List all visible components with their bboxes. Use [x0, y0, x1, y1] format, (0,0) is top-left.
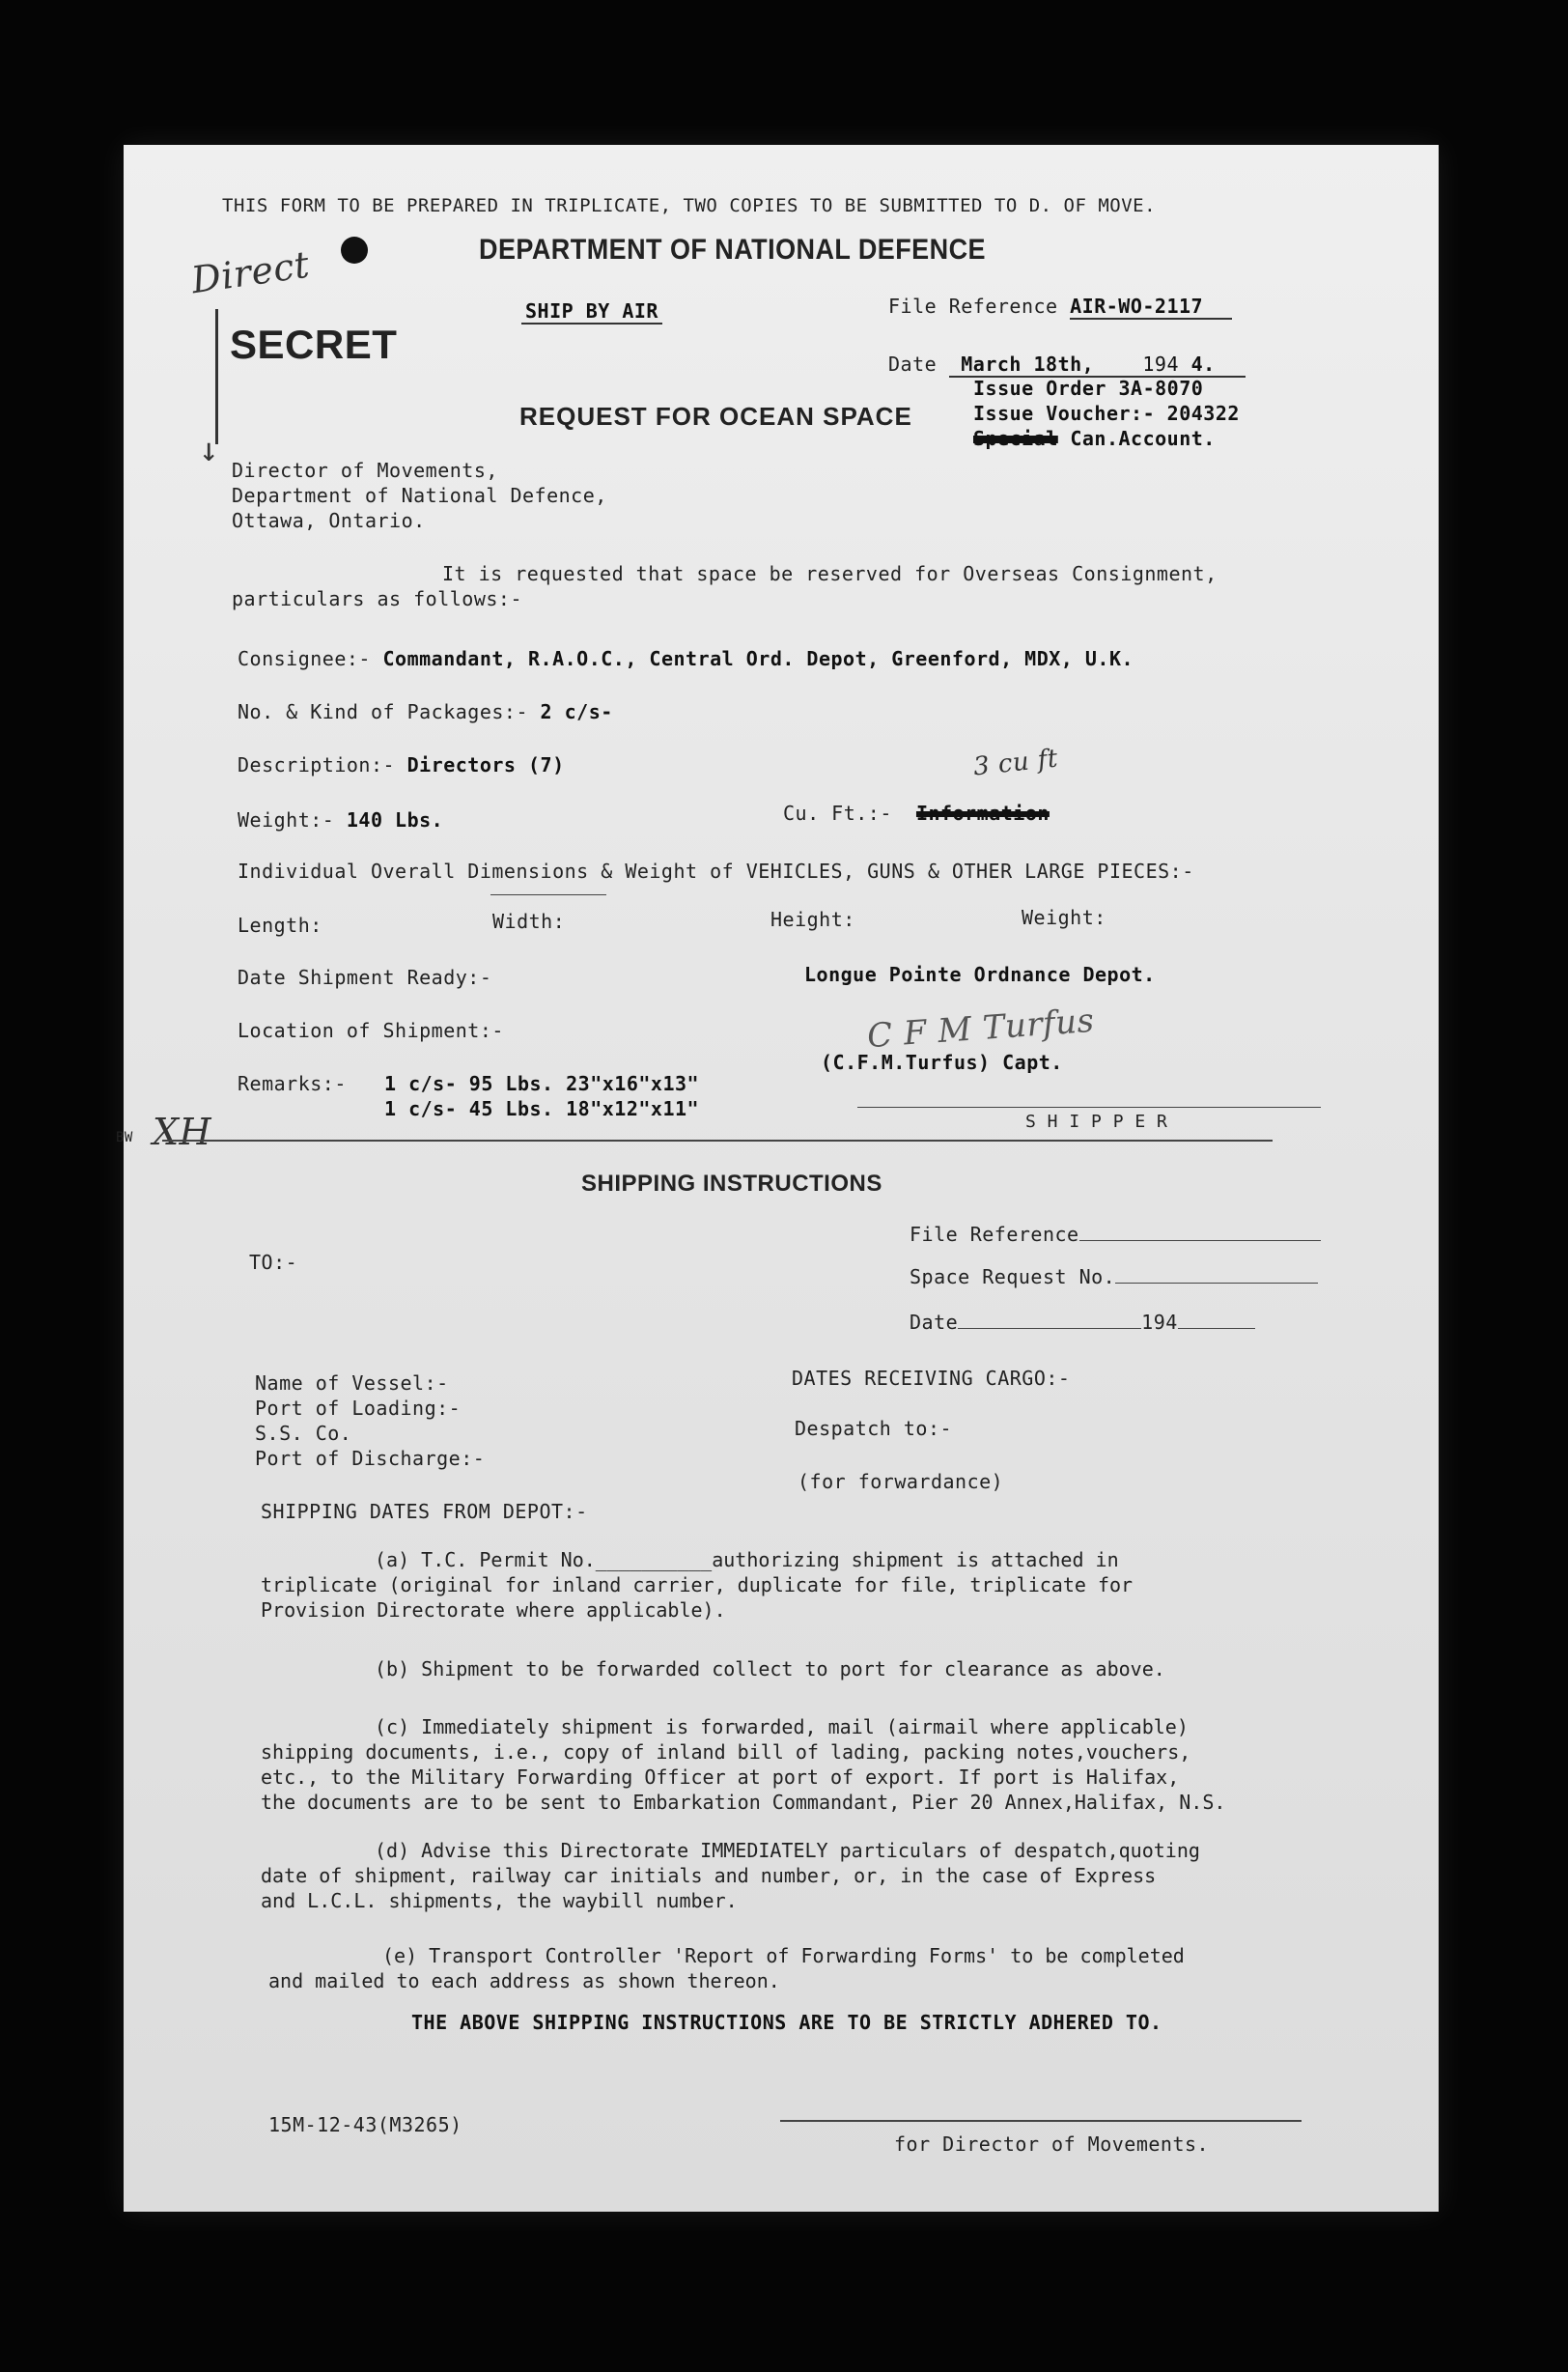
date-ready: Date Shipment Ready:- — [238, 966, 492, 989]
addressee-line-3: Ottawa, Ontario. — [232, 509, 426, 532]
signature-rule — [780, 2120, 1302, 2122]
si-date: Date 194 — [910, 1311, 1255, 1334]
si-space-request: Space Request No. — [910, 1265, 1318, 1288]
top-notice: THIS FORM TO BE PREPARED IN TRIPLICATE, TWO COPIES TO BE SUBMITTED TO D. OF MOVE. — [222, 195, 1157, 216]
shipper-label: S H I P P E R — [1025, 1112, 1168, 1132]
vessel-name: Name of Vessel:- — [255, 1371, 449, 1395]
width-label: Width: — [492, 910, 566, 933]
arrow-shaft — [215, 309, 218, 444]
shipper-line — [857, 1107, 1321, 1108]
para-c: (c) Immediately shipment is forwarded, mail (airmail where applicable) shipping documents, i.e., copy of inland bill of lading, packing notes,vouchers, etc., to the Military Forwarding Officer at port of export. If port is Halifax, the documents are to be sent to Embarkation Commandant, Pier 20 Annex,Halifax, N.S. — [261, 1715, 1226, 1814]
handwritten-direct: Direct — [188, 242, 313, 302]
weight-dims-label: Weight: — [1022, 906, 1106, 929]
adhere-notice: THE ABOVE SHIPPING INSTRUCTIONS ARE TO BE STRICTLY ADHERED TO. — [411, 2011, 1162, 2034]
margin-initials: XH — [153, 1111, 212, 1153]
for-director: for Director of Movements. — [894, 2132, 1210, 2156]
cubic-feet: Cu. Ft.:- Information — [783, 802, 1050, 825]
consignee: Consignee:- Commandant, R.A.O.C., Central Ord. Depot, Greenford, MDX, U.K. — [238, 647, 1134, 670]
para-e: (e) Transport Controller 'Report of Forwarding Forms' to be completed and mailed to each address as shown thereon. — [268, 1944, 1185, 1992]
signatory: (C.F.M.Turfus) Capt. — [821, 1051, 1063, 1074]
issue-voucher: Issue Voucher:- 204322 — [973, 402, 1240, 425]
remarks-line-2: 1 c/s- 45 Lbs. 18"x12"x11" — [384, 1097, 700, 1120]
instructions-title: SHIPPING INSTRUCTIONS — [581, 1171, 882, 1197]
document-page — [116, 145, 1439, 2212]
divider-short — [490, 894, 606, 895]
para-b: (b) Shipment to be forwarded collect to port for clearance as above. — [375, 1657, 1165, 1680]
file-reference: File Reference AIR-WO-2117 — [888, 295, 1232, 318]
arrow-down-icon: ↓ — [199, 431, 219, 469]
port-loading: Port of Loading:- — [255, 1397, 462, 1420]
despatch-to: Despatch to:- — [795, 1417, 953, 1440]
account: Special Can.Account. — [973, 427, 1216, 450]
para-a: (a) T.C. Permit No.__________authorizing shipment is attached in triplicate (original for inland carrier, duplicate for file, triplicate for Provision Directorate where applicable). — [261, 1548, 1134, 1622]
port-discharge: Port of Discharge:- — [255, 1447, 486, 1470]
description: Description:- Directors (7) — [238, 753, 565, 777]
signature: C F M Turfus — [865, 1001, 1096, 1057]
date-field: Date March 18th, 194 4. — [888, 353, 1246, 376]
margin-mark: BW — [116, 1130, 133, 1145]
location: Location of Shipment:- — [238, 1019, 504, 1042]
ink-blot-icon — [341, 237, 368, 264]
department-heading: DEPARTMENT OF NATIONAL DEFENCE — [479, 234, 987, 266]
para-d: (d) Advise this Directorate IMMEDIATELY particulars of despatch,quoting date of shipment, railway car initials and number, or, in the case of Express and L.C.L. shipments, the waybill number. — [261, 1839, 1200, 1912]
request-text-1: It is requested that space be reserved for Overseas Consignment, — [442, 562, 1218, 585]
secret-label: SECRET — [230, 322, 398, 367]
length-label: Length: — [238, 914, 322, 937]
form-code: 15M-12-43(M3265) — [268, 2113, 462, 2136]
addressee-line-1: Director of Movements, — [232, 459, 498, 482]
ship-by-air: SHIP BY AIR — [521, 299, 662, 325]
shipper-rule — [162, 1140, 1273, 1142]
handwritten-cu-ft: 3 cu ft — [971, 744, 1060, 782]
for-forwardance: (for forwardance) — [798, 1470, 1004, 1493]
to-label: TO:- — [249, 1251, 298, 1274]
depot: Longue Pointe Ordnance Depot. — [804, 963, 1156, 986]
ss-co: S.S. Co. — [255, 1422, 352, 1445]
form-title: REQUEST FOR OCEAN SPACE — [519, 402, 912, 431]
height-label: Height: — [770, 908, 855, 931]
issue-order: Issue Order 3A-8070 — [973, 377, 1204, 400]
dimensions-heading: Individual Overall Dimensions & Weight of VEHICLES, GUNS & OTHER LARGE PIECES:- — [238, 860, 1194, 883]
si-file-reference: File Reference — [910, 1223, 1321, 1246]
remarks-line-1: 1 c/s- 95 Lbs. 23"x16"x13" — [384, 1072, 700, 1095]
packages: No. & Kind of Packages:- 2 c/s- — [238, 700, 613, 723]
weight: Weight:- 140 Lbs. — [238, 808, 444, 832]
request-text-2: particulars as follows:- — [232, 587, 522, 610]
addressee-line-2: Department of National Defence, — [232, 484, 607, 507]
dates-receiving: DATES RECEIVING CARGO:- — [792, 1367, 1071, 1390]
shipping-dates: SHIPPING DATES FROM DEPOT:- — [261, 1500, 588, 1523]
remarks-label: Remarks:- — [238, 1072, 347, 1095]
